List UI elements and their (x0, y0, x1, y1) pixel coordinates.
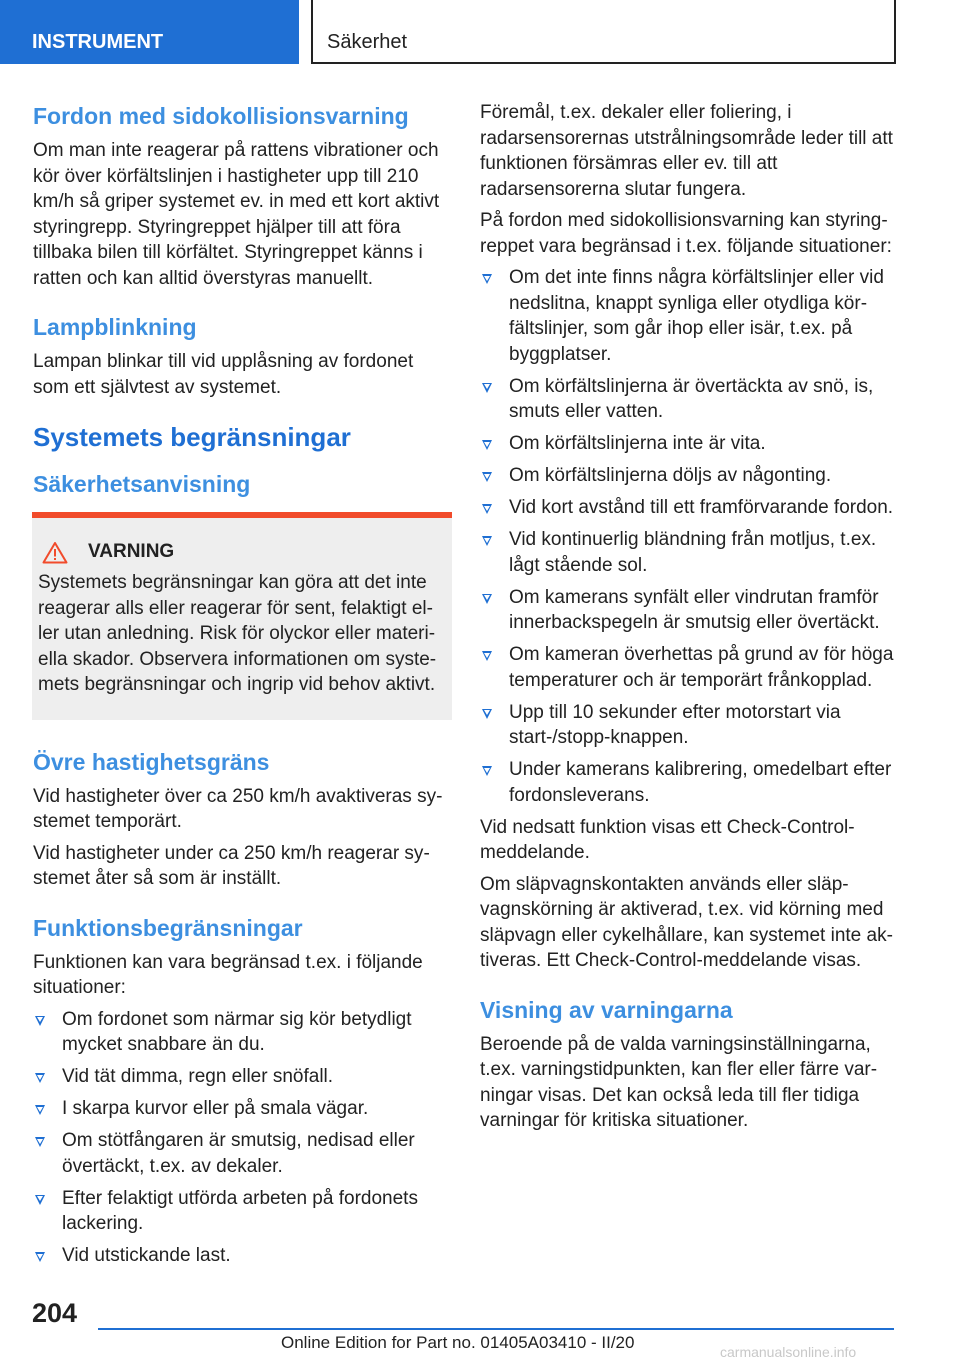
heading-systemets-begransningar: Systemets begränsningar (33, 422, 351, 452)
list-funktionsbegransningar (33, 1007, 448, 1269)
warning-box (32, 512, 452, 720)
paragraph-foremal: Föremål, t.ex. dekaler eller foliering, i radarsensorernas utstrålningsområde leder till att funktionen försämras eller ev. till att radarsensorerna slutar fungera. (480, 102, 893, 200)
bullet-triangle-icon (482, 504, 492, 514)
bullet-triangle-icon (35, 1195, 45, 1205)
paragraph-visning-av-varningarna: Beroende på de valda varningsinställningarna, t.ex. varningstidpunkten, kan fler eller färre varningar visas. Det kan också leda till fler tidiga varningar för kritiska situationer. (480, 1033, 878, 1131)
watermark: carmanualsonline.info (720, 1344, 857, 1360)
list-item: Om det inte finns några körfältslinjer eller vid nedslitna, knappt synliga eller otydliga körfältslinjer, som går ihop eller isär, t.ex. på byggplatser. (480, 265, 895, 367)
bullet-triangle-icon (482, 594, 492, 604)
bullet-triangle-icon (35, 1073, 45, 1083)
list-item: Vid tät dimma, regn eller snöfall. (33, 1064, 448, 1090)
warning-title: VARNING (88, 541, 175, 562)
list-item: Om kameran överhettas på grund av för höga temperaturer och är temporärt frånkopplad. (480, 642, 895, 693)
list-item: Om fordonet som närmar sig kör betydligt mycket snabbare än du. (33, 1007, 448, 1058)
bullet-triangle-icon (35, 1137, 45, 1147)
left-column (33, 100, 448, 1275)
footer-divider (98, 1328, 894, 1330)
right-column (480, 100, 895, 1140)
list-styringrepp-situationer (480, 265, 895, 808)
header-section-tab: INSTRUMENT (0, 0, 299, 64)
warning-title-row (38, 540, 444, 564)
bullet-triangle-icon (482, 651, 492, 661)
list-item: Vid kort avstånd till ett framförvarande fordon. (480, 495, 895, 521)
bullet-triangle-icon (482, 383, 492, 393)
paragraph-sidokollision: Om man inte reagerar på rattens vibrationer och kör över körfältslinjen i hastigheter upp till 210 km/h så griper systemet ev. in med ett kort aktivt styringrepp. Styringreppet hjälper till att föra tillbaka bilen till körfältet. Styringreppet känns i ratten och kan alltid överstyras manuellt. (33, 140, 440, 289)
paragraph-funktionsbegransningar: Funktionen kan vara begränsad t.ex. i följande situationer: (33, 951, 423, 998)
paragraph-lampblinkning: Lampan blinkar till vid upplåsning av fordonet som ett självtest av systemet. (33, 351, 414, 398)
list-item: Om körfältslinjerna är övertäckta av snö, is, smuts eller vatten. (480, 374, 895, 425)
paragraph-check-control: Vid nedsatt funktion visas ett Check-Control-meddelande. (480, 816, 855, 863)
heading-ovre-hastighetsgrans: Övre hastighetsgräns (33, 748, 270, 775)
bullet-triangle-icon (35, 1105, 45, 1115)
list-item: Efter felaktigt utförda arbeten på fordonets lackering. (33, 1186, 448, 1237)
heading-visning-av-varningarna: Visning av varningarna (480, 996, 733, 1023)
list-item: Under kamerans kalibrering, omedelbart efter fordonsleverans. (480, 757, 895, 808)
heading-sidokollision: Fordon med sidokollisionsvarning (33, 103, 409, 129)
bullet-triangle-icon (482, 709, 492, 719)
bullet-triangle-icon (482, 766, 492, 776)
paragraph-ovre-hastighet-1: Vid hastigheter över ca 250 km/h avaktiveras systemet temporärt. (33, 785, 443, 832)
paragraph-styringrepp: På fordon med sidokollisionsvarning kan styringreppet vara begränsad i t.ex. följande situationer: (480, 210, 892, 257)
heading-sakerhetsanvisning: Säkerhetsanvisning (33, 471, 251, 497)
list-item: Vid utstickande last. (33, 1243, 448, 1269)
list-item: I skarpa kurvor eller på smala vägar. (33, 1096, 448, 1122)
bullet-triangle-icon (482, 274, 492, 284)
heading-lampblinkning: Lampblinkning (33, 314, 197, 340)
list-item: Om kamerans synfält eller vindrutan framför innerbackspegeln är smutsig eller övertäckt. (480, 585, 895, 636)
footer-edition: Online Edition for Part no. 01405A03410 - II/20 (281, 1333, 635, 1352)
bullet-triangle-icon (482, 536, 492, 546)
bullet-triangle-icon (35, 1016, 45, 1026)
paragraph-slapvagn: Om släpvagnskontakten används eller släpvagnskörning är aktiverad, t.ex. vid körning med släpvagn eller cykelhållare, kan systemet inte aktiveras. Ett Check-Control-meddelande visas. (480, 873, 893, 971)
bullet-triangle-icon (482, 440, 492, 450)
warning-text: Systemets begränsningar kan göra att det inte reagerar alls eller reagerar för sent, felaktigt eller utan anledning. Risk för olyckor eller materiella skador. Observera informationen om systemets begränsningar och ingrip vid behov aktivt. (38, 572, 437, 695)
list-item: Upp till 10 sekunder efter motorstart via start-/stopp-knappen. (480, 700, 895, 751)
list-item: Om stötfångaren är smutsig, nedisad eller övertäckt, t.ex. av dekaler. (33, 1128, 448, 1179)
bullet-triangle-icon (35, 1252, 45, 1262)
header-title: Säkerhet (311, 0, 896, 64)
list-item: Om körfältslinjerna inte är vita. (480, 431, 895, 457)
list-item: Vid kontinuerlig bländning från motljus, t.ex. lågt stående sol. (480, 527, 895, 578)
heading-funktionsbegransningar: Funktionsbegränsningar (33, 914, 303, 941)
page-number: 204 (32, 1298, 78, 1328)
warning-triangle-icon (42, 541, 68, 564)
list-item: Om körfältslinjerna döljs av någonting. (480, 463, 895, 489)
paragraph-ovre-hastighet-2: Vid hastigheter under ca 250 km/h reagerar systemet åter så som är inställt. (33, 842, 430, 889)
bullet-triangle-icon (482, 472, 492, 482)
